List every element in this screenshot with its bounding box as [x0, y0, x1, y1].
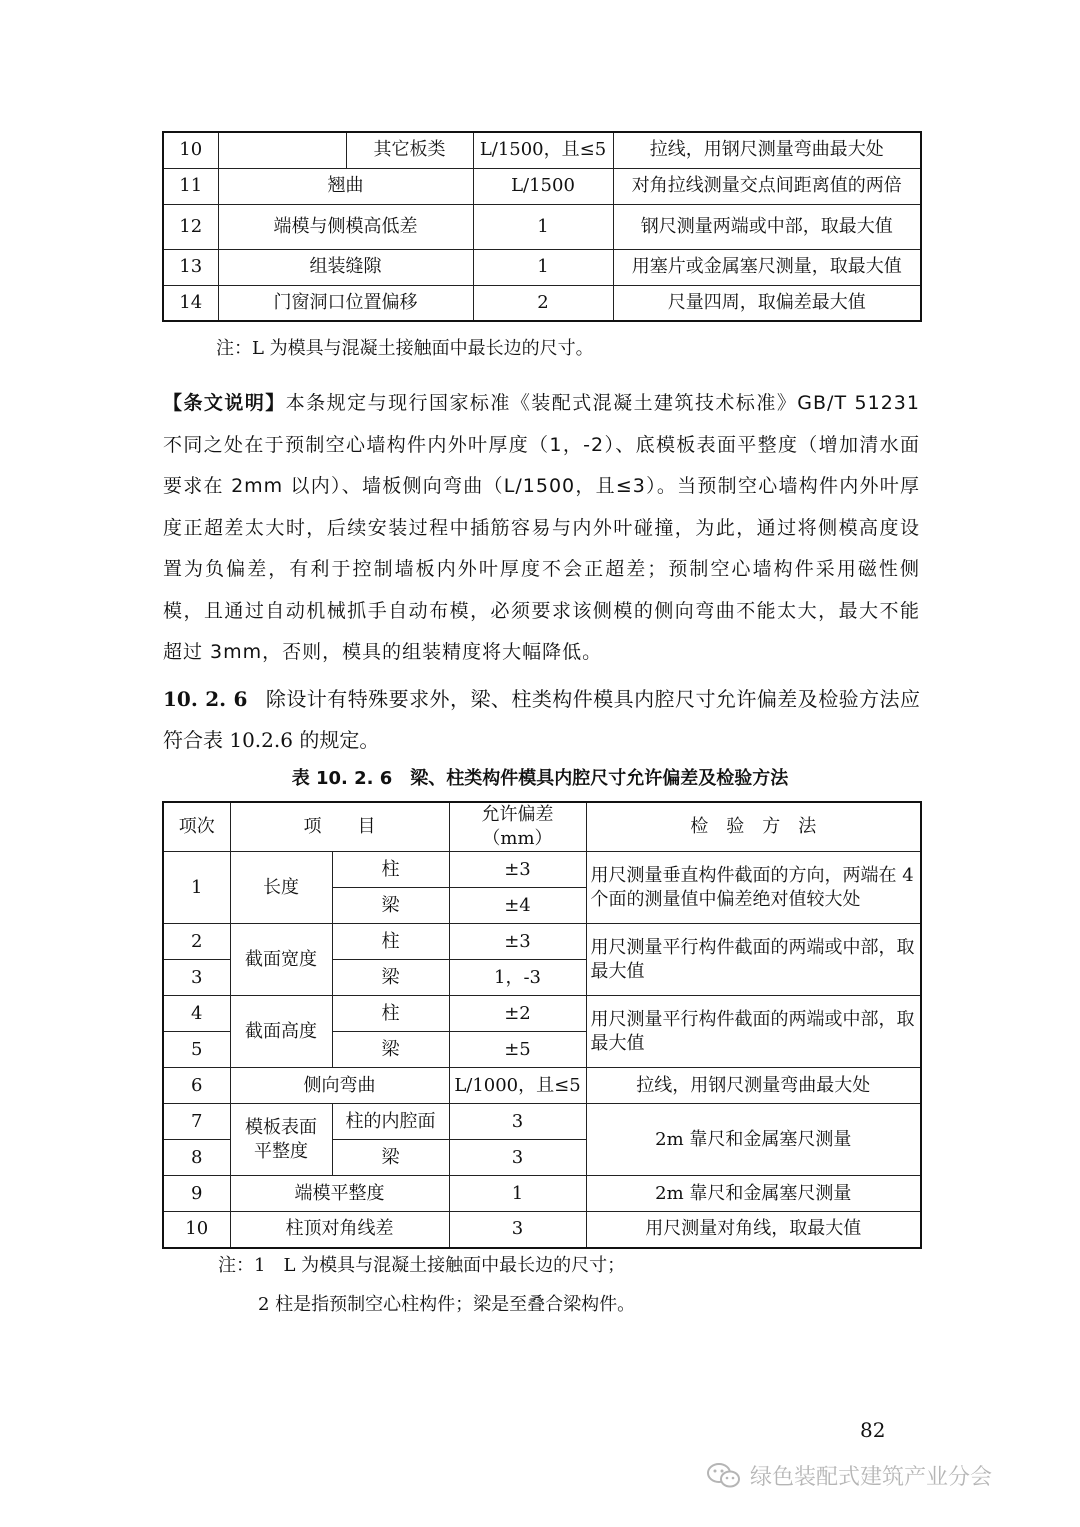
page-number: 82	[860, 1418, 886, 1442]
row-subitem: 梁	[332, 888, 449, 924]
explanation-text: 本条规定与现行国家标准《装配式混凝土建筑技术标准》GB/T 51231 不同之处在于预制空心墙构件内外叶厚度（1，-2）、底模板表面平整度（增加清水面要求在 2mm 以内）、墙板侧向弯曲（L/1500，且≤3）。当预制空心墙构件内外叶厚度正超差太大时，后续安装过程中插筋容易与内外叶碰撞，为此，通过将侧模高度设置为负偏差，有利于控制墙板内外叶厚度不会正超差；预制空心墙构件采用磁性侧模，且通过自动机械抓手自动布模，必须要求该侧模的侧向弯曲不能太大，最大不能超过 3mm，否则，模具的组装精度将大幅降低。	[163, 392, 920, 663]
row-item: 长度	[230, 852, 332, 924]
row-method: 钢尺测量两端或中部，取最大值	[613, 204, 921, 249]
row-method: 2m 靠尺和金属塞尺测量	[586, 1104, 921, 1176]
table-caption: 表 10. 2. 6 梁、柱类构件模具内腔尺寸允许偏差及检验方法	[291, 768, 789, 789]
table-row	[163, 285, 921, 321]
header-method: 检 验 方 法	[586, 802, 921, 852]
table-row	[163, 852, 921, 888]
row-tolerance: ±3	[449, 852, 586, 888]
empty-cell	[218, 132, 346, 168]
row-number: 11	[163, 168, 218, 204]
table-row	[163, 924, 921, 960]
wechat-icon	[706, 1461, 742, 1491]
row-item: 端模与侧模高低差	[218, 204, 473, 249]
row-number: 10	[163, 1212, 230, 1248]
row-subitem: 柱	[332, 924, 449, 960]
table-row	[163, 1176, 921, 1212]
table-row	[163, 1068, 921, 1104]
row-tolerance: L/1500，且≤5	[473, 132, 613, 168]
row-method: 用尺测量平行构件截面的两端或中部，取最大值	[586, 996, 921, 1068]
header-no: 项次	[163, 802, 230, 852]
row-item: 模板表面平整度	[230, 1104, 332, 1176]
table-row	[163, 132, 921, 168]
row-item: 柱顶对角线差	[230, 1212, 449, 1248]
table-row	[163, 1104, 921, 1140]
row-item: 组装缝隙	[218, 249, 473, 285]
table-row	[163, 1212, 921, 1248]
row-tolerance: 1	[473, 204, 613, 249]
row-tolerance: ±4	[449, 888, 586, 924]
row-number: 7	[163, 1104, 230, 1140]
row-number: 2	[163, 924, 230, 960]
row-method: 拉线，用钢尺测量弯曲最大处	[586, 1068, 921, 1104]
row-tolerance: 1	[449, 1176, 586, 1212]
row-number: 5	[163, 1032, 230, 1068]
row-tolerance: ±3	[449, 924, 586, 960]
row-number: 12	[163, 204, 218, 249]
row-tolerance: 3	[449, 1104, 586, 1140]
explanation-paragraph	[163, 383, 920, 674]
row-tolerance: 1，-3	[449, 960, 586, 996]
clause-paragraph	[163, 679, 920, 761]
row-tolerance: 3	[449, 1140, 586, 1176]
row-tolerance: 2	[473, 285, 613, 321]
row-subitem: 其它板类	[346, 132, 473, 168]
row-number: 13	[163, 249, 218, 285]
row-subitem: 梁	[332, 1140, 449, 1176]
row-subitem: 梁	[332, 960, 449, 996]
row-subitem: 柱	[332, 852, 449, 888]
row-tolerance: ±5	[449, 1032, 586, 1068]
table-continued	[162, 131, 922, 322]
row-item: 截面宽度	[230, 924, 332, 996]
row-method: 用尺测量平行构件截面的两端或中部，取最大值	[586, 924, 921, 996]
table-note: 注：L 为模具与混凝土接触面中最长边的尺寸。	[216, 338, 594, 359]
table-row	[163, 204, 921, 249]
tolerance-table	[162, 801, 922, 1249]
row-method: 用塞片或金属塞尺测量，取最大值	[613, 249, 921, 285]
row-number: 4	[163, 996, 230, 1032]
row-item: 截面高度	[230, 996, 332, 1068]
table-row	[163, 168, 921, 204]
watermark-text: 绿色装配式建筑产业分会	[750, 1465, 993, 1490]
row-method: 尺量四周，取偏差最大值	[613, 285, 921, 321]
row-method: 用尺测量对角线，取最大值	[586, 1212, 921, 1248]
row-subitem: 梁	[332, 1032, 449, 1068]
row-number: 10	[163, 132, 218, 168]
row-item: 侧向弯曲	[230, 1068, 449, 1104]
table-note-2: 2 柱是指预制空心柱构件；梁是至叠合梁构件。	[258, 1294, 636, 1315]
row-subitem: 柱的内腔面	[332, 1104, 449, 1140]
header-tolerance: 允许偏差（mm）	[449, 802, 586, 852]
row-number: 1	[163, 852, 230, 924]
table-header-row	[163, 802, 921, 852]
row-item: 门窗洞口位置偏移	[218, 285, 473, 321]
row-tolerance: L/1500	[473, 168, 613, 204]
row-number: 6	[163, 1068, 230, 1104]
watermark	[706, 1460, 992, 1491]
row-method: 拉线，用钢尺测量弯曲最大处	[613, 132, 921, 168]
row-number: 3	[163, 960, 230, 996]
row-number: 8	[163, 1140, 230, 1176]
row-number: 14	[163, 285, 218, 321]
row-subitem: 柱	[332, 996, 449, 1032]
row-method: 用尺测量垂直构件截面的方向，两端在 4 个面的测量值中偏差绝对值较大处	[586, 852, 921, 924]
row-tolerance: ±2	[449, 996, 586, 1032]
explanation-label: 【条文说明】	[163, 392, 286, 414]
table-note-1: 注：1 L 为模具与混凝土接触面中最长边的尺寸；	[218, 1255, 626, 1276]
row-method: 2m 靠尺和金属塞尺测量	[586, 1176, 921, 1212]
row-tolerance: 3	[449, 1212, 586, 1248]
row-tolerance: 1	[473, 249, 613, 285]
table-row	[163, 996, 921, 1032]
row-item: 翘曲	[218, 168, 473, 204]
row-method: 对角拉线测量交点间距离值的两倍	[613, 168, 921, 204]
clause-text: 除设计有特殊要求外，梁、柱类构件模具内腔尺寸允许偏差及检验方法应符合表 10.2.6 的规定。	[163, 687, 921, 752]
row-number: 9	[163, 1176, 230, 1212]
clause-number: 10. 2. 6	[163, 687, 248, 711]
table-row	[163, 249, 921, 285]
row-item: 端模平整度	[230, 1176, 449, 1212]
row-tolerance: L/1000，且≤5	[449, 1068, 586, 1104]
header-item: 项 目	[230, 802, 449, 852]
